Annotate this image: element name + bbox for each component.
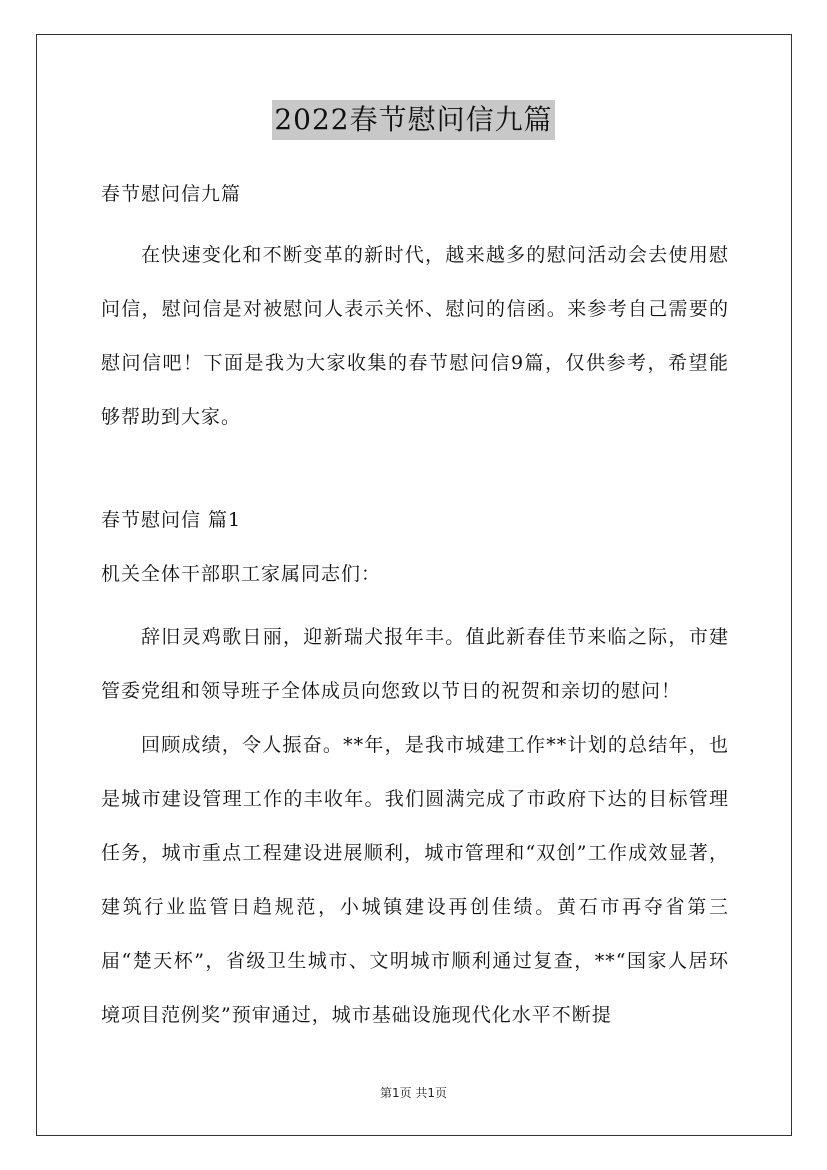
document-title: 2022春节慰问信九篇	[272, 100, 554, 140]
letter-salutation: 机关全体干部职工家属同志们：	[101, 563, 382, 585]
section-heading: 春节慰问信 篇1	[101, 509, 242, 531]
document-title-container	[0, 100, 827, 140]
page-number-footer: 第1页 共1页	[379, 1086, 448, 1100]
body-paragraph-2: 回顾成绩，令人振奋。**年，是我市城建工作**计划的总结年，也是城市建设管理工作的丰收年。我们圆满完成了市政府下达的目标管理任务，城市重点工程建设进展顺利，城市管理和“双创”工作成效显著，建筑行业监管日趋规范，小城镇建设再创佳绩。黄石市再夺省第三届“楚天杯”，省级卫生城市、文明城市顺利通过复查，**“国家人居环境项目范例奖”预审通过，城市基础设施现代化水平不断提	[101, 734, 729, 1026]
intro-paragraph: 在快速变化和不断变革的新时代，越来越多的慰问活动会去使用慰问信，慰问信是对被慰问人表示关怀、慰问的信函。来参考自己需要的慰问信吧！下面是我为大家收集的春节慰问信9篇，仅供参考，希望能够帮助到大家。	[101, 244, 729, 428]
body-paragraph-1: 辞旧灵鸡歌日丽，迎新瑞犬报年丰。值此新春佳节来临之际，市建管委党组和领导班子全体成员向您致以节日的祝贺和亲切的慰问！	[101, 626, 729, 702]
document-subtitle: 春节慰问信九篇	[101, 183, 242, 205]
letter-body	[101, 610, 729, 1042]
